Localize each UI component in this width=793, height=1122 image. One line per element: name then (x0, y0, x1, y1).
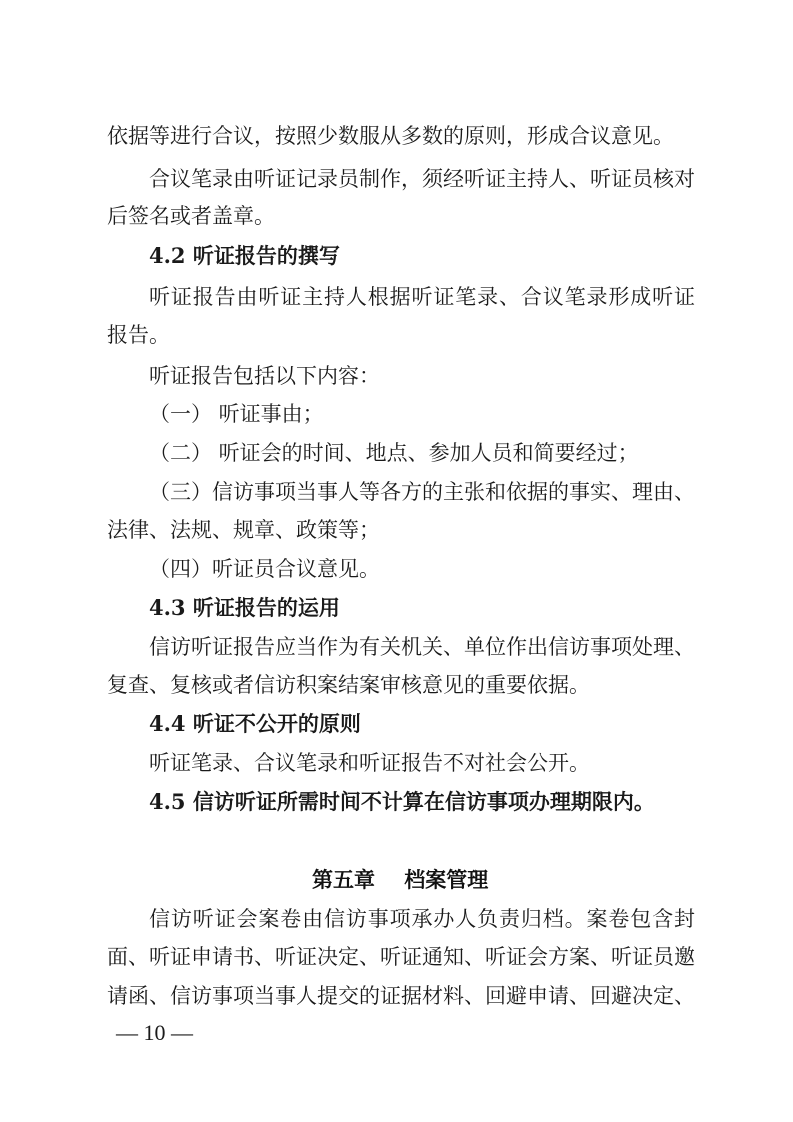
body-line: 听证报告包括以下内容： (149, 364, 380, 388)
list-item: （三）信访事项当事人等各方的主张和依据的事实、理由、 (149, 480, 695, 504)
section-heading: 4.5 信访听证所需时间不计算在信访事项办理期限内。 (149, 789, 655, 814)
section-heading: 4.2 听证报告的撰写 (149, 243, 340, 268)
page-number: — 10 — (116, 1020, 193, 1045)
body-line: 合议笔录由听证记录员制作，须经听证主持人、听证员核对 (149, 167, 695, 191)
section-heading: 4.3 听证报告的运用 (149, 595, 340, 620)
body-line: 听证笔录、合议笔录和听证报告不对社会公开。 (149, 751, 590, 775)
section-heading: 4.4 听证不公开的原则 (149, 711, 361, 736)
list-item: （四）听证员合议意见。 (149, 557, 380, 581)
list-item: （二） 听证会的时间、地点、参加人员和简要经过； (149, 441, 639, 465)
body-line: 面、听证申请书、听证决定、听证通知、听证会方案、听证员邀 (107, 945, 695, 969)
body-line: 听证报告由听证主持人根据听证笔录、合议笔录形成听证 (149, 285, 695, 309)
body-line: 信访听证会案卷由信访事项承办人负责归档。案卷包含封 (149, 907, 695, 931)
body-line: 复查、复核或者信访积案结案审核意见的重要依据。 (107, 673, 590, 697)
list-item: （一） 听证事由； (149, 402, 324, 426)
body-line: 后签名或者盖章。 (107, 204, 275, 228)
body-line: 请函、信访事项当事人提交的证据材料、回避申请、回避决定、 (107, 984, 695, 1008)
body-line: 依据等进行合议，按照少数服从多数的原则，形成合议意见。 (107, 124, 674, 148)
chapter-title: 第五章 档案管理 (312, 868, 489, 892)
body-line: 法律、法规、规章、政策等； (107, 518, 380, 542)
body-line: 信访听证报告应当作为有关机关、单位作出信访事项处理、 (149, 635, 695, 659)
body-line: 报告。 (107, 323, 170, 347)
